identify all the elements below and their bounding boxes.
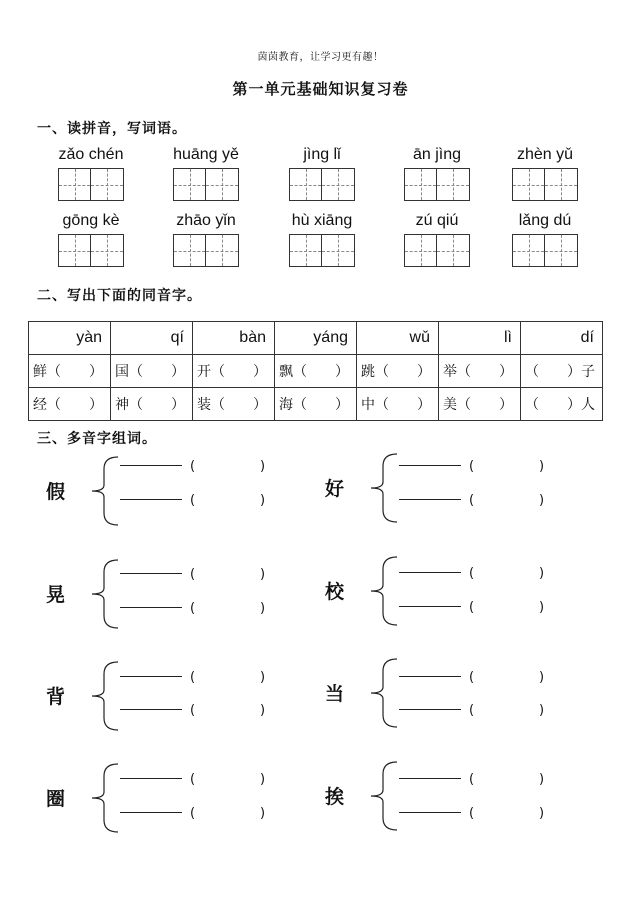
paren-close: ) — [539, 806, 545, 821]
pinyin-item — [382, 211, 492, 267]
word-cell[interactable]: 海（ ） — [275, 388, 357, 421]
writing-grid[interactable] — [267, 168, 377, 201]
word-cell[interactable]: 举（ ） — [439, 355, 521, 388]
homophone-table — [28, 321, 603, 421]
paren-close: ) — [260, 601, 266, 616]
writing-grid[interactable] — [382, 168, 492, 201]
word-cell[interactable]: 装（ ） — [193, 388, 275, 421]
pinyin-cell: yàn — [29, 322, 111, 355]
pinyin-cell: dí — [521, 322, 603, 355]
word-cell[interactable]: 美（ ） — [439, 388, 521, 421]
paren-close: ) — [260, 806, 266, 821]
answer-blank[interactable] — [399, 465, 461, 466]
pinyin-text: zú qiú — [415, 212, 459, 229]
answer-blank[interactable] — [399, 606, 461, 607]
section3-heading: 三、多音字组词。 — [37, 431, 157, 447]
pinyin-text: zhāo yǐn — [176, 212, 236, 229]
polyphone-group — [325, 555, 575, 635]
polyphone-group — [325, 657, 575, 737]
pinyin-cell: wǔ — [357, 322, 439, 355]
word-cell[interactable]: 国（ ） — [111, 355, 193, 388]
pinyin-item — [490, 145, 600, 201]
pinyin-text: jìng lǐ — [303, 146, 341, 163]
word-cell[interactable]: 跳（ ） — [357, 355, 439, 388]
writing-grid[interactable] — [151, 168, 261, 201]
answer-blank[interactable] — [399, 572, 461, 573]
pinyin-item — [36, 145, 146, 201]
paren-open: ( — [469, 566, 475, 581]
paren-open: ( — [469, 600, 475, 615]
page-title: 第一单元基础知识复习卷 — [232, 80, 409, 98]
word-row — [29, 355, 603, 388]
writing-grid[interactable] — [490, 234, 600, 267]
brace-icon — [74, 762, 120, 834]
paren-open: ( — [190, 670, 196, 685]
paren-open: ( — [190, 772, 196, 787]
pinyin-item — [36, 211, 146, 267]
pinyin-cell: lì — [439, 322, 521, 355]
answer-blank[interactable] — [399, 499, 461, 500]
polyphone-group — [46, 455, 296, 535]
polyphone-char: 假 — [46, 481, 66, 503]
word-cell[interactable]: 经（ ） — [29, 388, 111, 421]
polyphone-group — [46, 660, 296, 740]
paren-open: ( — [469, 806, 475, 821]
pinyin-text: hù xiāng — [291, 212, 353, 229]
word-cell[interactable]: 飘（ ） — [275, 355, 357, 388]
word-cell[interactable]: 鲜（ ） — [29, 355, 111, 388]
polyphone-char: 圈 — [46, 788, 66, 810]
answer-blank[interactable] — [120, 465, 182, 466]
answer-blank[interactable] — [399, 778, 461, 779]
paren-open: ( — [469, 772, 475, 787]
paren-close: ) — [539, 772, 545, 787]
brace-icon — [353, 760, 399, 832]
paren-close: ) — [539, 566, 545, 581]
brace-icon — [74, 558, 120, 630]
paren-close: ) — [260, 772, 266, 787]
writing-grid[interactable] — [490, 168, 600, 201]
paren-close: ) — [539, 600, 545, 615]
pinyin-text: zhèn yǔ — [516, 146, 574, 163]
paren-open: ( — [469, 670, 475, 685]
word-cell[interactable]: 中（ ） — [357, 388, 439, 421]
polyphone-char: 好 — [325, 478, 345, 500]
word-cell[interactable]: （ ）子 — [521, 355, 603, 388]
word-row — [29, 388, 603, 421]
answer-blank[interactable] — [399, 812, 461, 813]
writing-grid[interactable] — [36, 234, 146, 267]
writing-grid[interactable] — [267, 234, 377, 267]
page-header: 茵茵教育，让学习更有趣！ — [257, 52, 384, 63]
polyphone-group — [46, 558, 296, 638]
pinyin-cell: qí — [111, 322, 193, 355]
polyphone-char: 当 — [325, 683, 345, 705]
paren-open: ( — [469, 703, 475, 718]
writing-grid[interactable] — [151, 234, 261, 267]
brace-icon — [74, 660, 120, 732]
polyphone-group — [325, 760, 575, 840]
pinyin-item — [267, 145, 377, 201]
section1-heading: 一、读拼音，写词语。 — [37, 121, 187, 137]
brace-icon — [353, 657, 399, 729]
section2-heading: 二、写出下面的同音字。 — [37, 288, 202, 304]
answer-blank[interactable] — [120, 607, 182, 608]
pinyin-cell: bàn — [193, 322, 275, 355]
paren-close: ) — [260, 703, 266, 718]
pinyin-text: ān jìng — [412, 146, 462, 163]
answer-blank[interactable] — [120, 499, 182, 500]
paren-close: ) — [260, 670, 266, 685]
word-cell[interactable]: 开（ ） — [193, 355, 275, 388]
polyphone-group — [325, 452, 575, 532]
paren-close: ) — [260, 459, 266, 474]
answer-blank[interactable] — [120, 812, 182, 813]
paren-open: ( — [190, 806, 196, 821]
answer-blank[interactable] — [120, 778, 182, 779]
paren-close: ) — [539, 703, 545, 718]
polyphone-char: 背 — [46, 686, 66, 708]
word-cell[interactable]: （ ）人 — [521, 388, 603, 421]
paren-close: ) — [260, 493, 266, 508]
answer-blank[interactable] — [399, 676, 461, 677]
answer-blank[interactable] — [120, 709, 182, 710]
brace-icon — [74, 455, 120, 527]
paren-open: ( — [469, 459, 475, 474]
polyphone-group — [46, 762, 296, 842]
pinyin-text: huāng yě — [173, 146, 239, 163]
pinyin-item — [151, 145, 261, 201]
answer-blank[interactable] — [120, 573, 182, 574]
pinyin-text: gōng kè — [62, 212, 120, 229]
paren-close: ) — [539, 670, 545, 685]
polyphone-char: 校 — [325, 581, 345, 603]
paren-open: ( — [190, 567, 196, 582]
pinyin-row — [29, 322, 603, 355]
paren-open: ( — [190, 459, 196, 474]
paren-close: ) — [539, 493, 545, 508]
polyphone-char: 挨 — [325, 786, 345, 808]
paren-close: ) — [260, 567, 266, 582]
paren-close: ) — [539, 459, 545, 474]
pinyin-item — [267, 211, 377, 267]
pinyin-item — [151, 211, 261, 267]
paren-open: ( — [190, 493, 196, 508]
brace-icon — [353, 452, 399, 524]
answer-blank[interactable] — [120, 676, 182, 677]
writing-grid[interactable] — [382, 234, 492, 267]
pinyin-text: lǎng dú — [518, 212, 572, 229]
pinyin-item — [382, 145, 492, 201]
word-cell[interactable]: 神（ ） — [111, 388, 193, 421]
pinyin-item — [490, 211, 600, 267]
paren-open: ( — [190, 703, 196, 718]
pinyin-cell: yáng — [275, 322, 357, 355]
paren-open: ( — [469, 493, 475, 508]
polyphone-char: 晃 — [46, 584, 66, 606]
paren-open: ( — [190, 601, 196, 616]
pinyin-text: zǎo chén — [58, 146, 124, 163]
answer-blank[interactable] — [399, 709, 461, 710]
writing-grid[interactable] — [36, 168, 146, 201]
brace-icon — [353, 555, 399, 627]
